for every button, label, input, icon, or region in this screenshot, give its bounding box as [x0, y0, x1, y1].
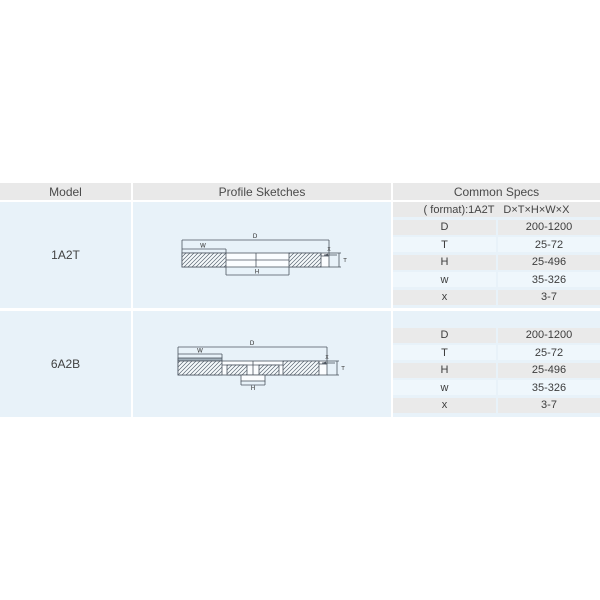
header-common-specs: Common Specs	[393, 183, 600, 200]
spec-value: 200-1200	[498, 328, 600, 343]
spec-row	[393, 290, 600, 305]
spec-label: H	[393, 363, 496, 378]
spec-row	[393, 255, 600, 270]
specs-cell-6a2b	[393, 311, 600, 417]
dim-label-w: W	[197, 347, 203, 355]
specs-cell-1a2t	[393, 202, 600, 308]
header-model: Model	[0, 183, 131, 200]
spec-row	[393, 345, 600, 360]
spec-value: 25-72	[498, 345, 600, 360]
model-cell-1a2t: 1A2T	[0, 202, 131, 308]
spec-label: x	[393, 290, 496, 305]
dim-label-h: H	[250, 385, 256, 392]
spec-value: 35-326	[498, 272, 600, 287]
spec-label: w	[393, 272, 496, 287]
spec-value: 25-496	[498, 255, 600, 270]
header-profile-sketches: Profile Sketches	[133, 183, 391, 200]
dim-label-d: D	[252, 233, 258, 240]
spec-label: H	[393, 255, 496, 270]
spec-label: w	[393, 380, 496, 395]
spec-value: 35-326	[498, 380, 600, 395]
spec-row	[393, 380, 600, 395]
spec-label: T	[393, 237, 496, 252]
spec-row	[393, 398, 600, 413]
profile-cell-6a2b	[133, 311, 391, 417]
profile-cell-1a2t	[133, 202, 391, 308]
spec-value: 3-7	[498, 398, 600, 413]
spec-row	[393, 220, 600, 235]
model-cell-6a2b: 6A2B	[0, 311, 131, 417]
dim-label-x: X	[325, 355, 329, 361]
dim-label-d: D	[249, 340, 255, 347]
dim-label-w: W	[200, 242, 206, 250]
table-row	[0, 202, 600, 308]
spec-row	[393, 363, 600, 378]
dim-label-h: H	[254, 268, 260, 276]
table-header-row	[0, 183, 600, 200]
spec-value: 25-72	[498, 237, 600, 252]
spec-value: 25-496	[498, 363, 600, 378]
spec-spacer	[393, 311, 600, 325]
table-row	[0, 311, 600, 417]
spec-row	[393, 237, 600, 252]
dim-label-t: T	[341, 366, 345, 372]
profile-sketch-6a2b-icon	[175, 338, 350, 394]
spec-label: D	[393, 220, 496, 235]
spec-label: x	[393, 398, 496, 413]
product-spec-table	[0, 183, 600, 420]
spec-row	[393, 272, 600, 287]
dim-label-t: T	[343, 258, 347, 264]
spec-label: D	[393, 328, 496, 343]
format-note: ( format):1A2T D×T×H×W×X	[393, 202, 600, 217]
dim-label-x: X	[327, 247, 331, 253]
spec-label: T	[393, 345, 496, 360]
spec-row	[393, 328, 600, 343]
spec-value: 200-1200	[498, 220, 600, 235]
profile-sketch-1a2t-icon	[179, 228, 354, 293]
spec-value: 3-7	[498, 290, 600, 305]
